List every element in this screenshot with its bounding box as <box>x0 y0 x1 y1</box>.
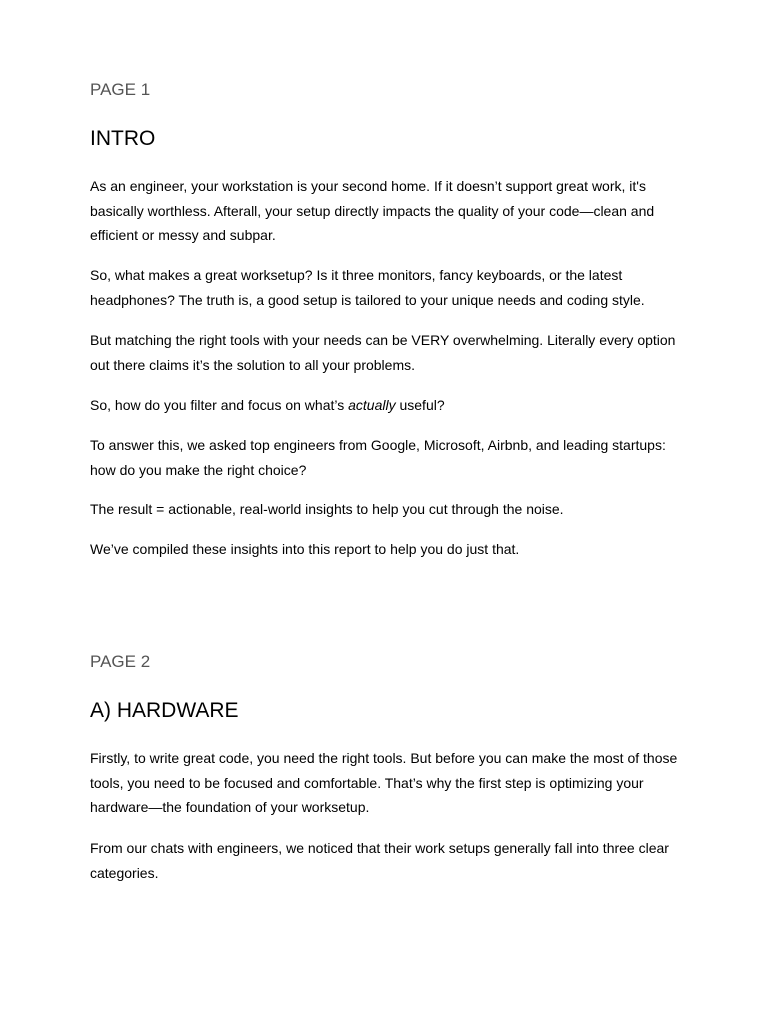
paragraph: We’ve compiled these insights into this report to help you do just that. <box>90 541 520 557</box>
paragraph: Firstly, to write great code, you need the right tools. But before you can make the most of those tools, you need to be focused and comfortable. That’s why the first step is optimizing your hardware—the foundation of your worksetup. <box>90 750 678 816</box>
paragraph: From our chats with engineers, we noticed that their work setups generally fall into three clear categories. <box>90 840 669 881</box>
paragraph-text: useful? <box>395 397 445 413</box>
emphasis-text: actually <box>348 397 396 413</box>
paragraph: But matching the right tools with your needs can be VERY overwhelming. Literally every option out there claims it’s the solution to all your problems. <box>90 332 676 373</box>
paragraph: As an engineer, your workstation is your second home. If it doesn’t support great work, it's basically worthless. Afterall, your setup directly impacts the quality of your code—clean and efficient or messy and subpar. <box>90 178 655 244</box>
page-label: PAGE 2 <box>90 652 151 671</box>
paragraph-text: So, how do you filter and focus on what’s <box>90 397 349 413</box>
page-label: PAGE 1 <box>90 80 151 99</box>
paragraph: So, what makes a great worksetup? Is it three monitors, fancy keyboards, or the latest headphones? The truth is, a good setup is tailored to your unique needs and coding style. <box>90 267 645 308</box>
section-heading-hardware: A) HARDWARE <box>90 699 239 722</box>
section-heading-intro: INTRO <box>90 127 156 150</box>
paragraph: The result = actionable, real-world insights to help you cut through the noise. <box>90 501 564 517</box>
paragraph: To answer this, we asked top engineers from Google, Microsoft, Airbnb, and leading startups: how do you make the right choice? <box>90 437 666 478</box>
paragraph <box>90 393 680 418</box>
